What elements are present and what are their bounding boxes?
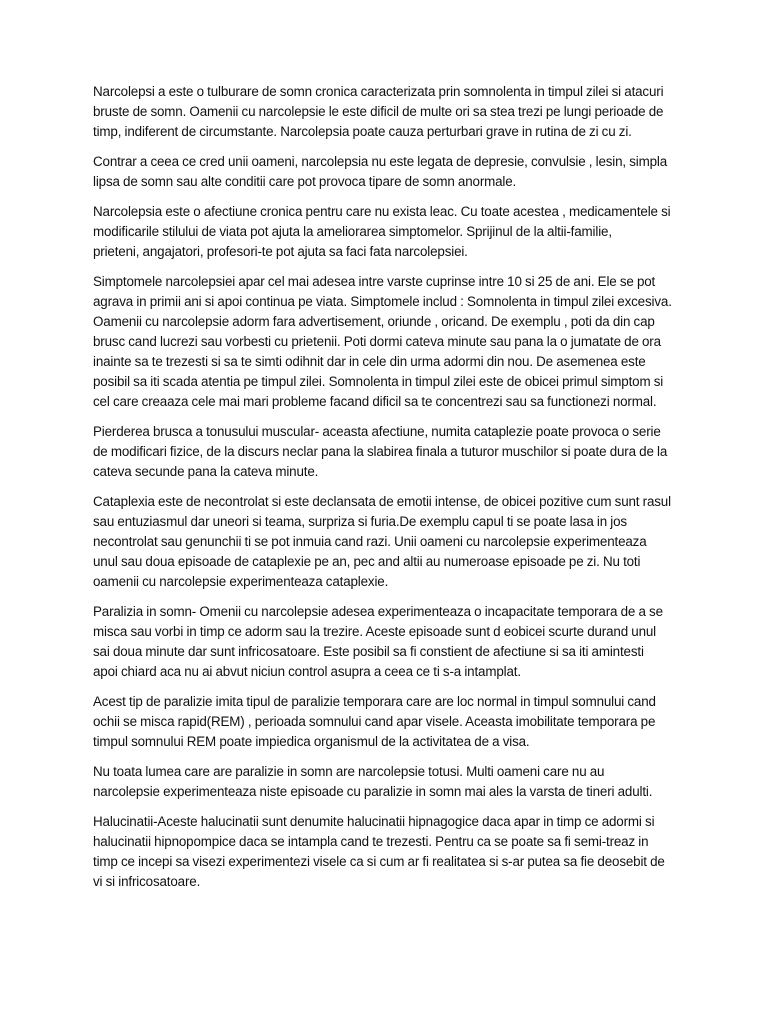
text-line: sai doua minute dar sunt infricosatoare. Este posibil sa fi constient de afectiune si sa iti amintesti (93, 644, 644, 659)
text-line: ochii se misca rapid(REM) , perioada somnului cand apar visele. Aceasta imobilitate temporara pe (93, 714, 656, 729)
paragraph-rem (93, 692, 681, 752)
paragraph-nu-toata-lumea (93, 762, 681, 802)
paragraph-simptome (93, 272, 681, 412)
text-line: timpul somnului REM poate impiedica organismul de la activitatea de a visa. (93, 734, 530, 749)
text-line: Paralizia in somn- Omenii cu narcolepsie adesea experimenteaza o incapacitate temporara de a se (93, 604, 663, 619)
text-line: oamenii cu narcolepsie experimenteaza cataplexie. (93, 574, 389, 589)
paragraph-paralizia (93, 602, 681, 682)
text-line: unul sau doua episoade de cataplexie pe an, pec and altii au numeroase episoade pe zi. Nu toti (93, 554, 641, 569)
text-line: brusc cand lucrezi sau vorbesti cu prietenii. Poti dormi cateva minute sau pana la o jumatate de ora (93, 334, 661, 349)
text-line: Cataplexia este de necontrolat si este declansata de emotii intense, de obicei pozitive cum sunt rasul (93, 494, 671, 509)
text-line: modificarile stilului de viata pot ajuta la ameliorarea simptomelor. Sprijinul de la altii-familie, (93, 224, 612, 239)
text-line: cateva secunde pana la cateva minute. (93, 464, 319, 479)
text-line: misca sau vorbi in timp ce adorm sau la trezire. Aceste episoade sunt d eobicei scurte durand unul (93, 624, 657, 639)
text-line: Oamenii cu narcolepsie adorm fara advertisement, oriunde , oricand. De exemplu , poti da din cap (93, 314, 655, 329)
text-line: agrava in primii ani si apoi continua pe viata. Simptomele includ : Somnolenta in timpul zilei excesiva. (93, 294, 672, 309)
text-line: lipsa de somn sau alte conditii care pot provoca tipare de somn anormale. (93, 174, 517, 189)
text-line: timp ce incepi sa visezi experimentezi visele ca si cum ar fi realitatea si s-ar putea sa fie deosebit de (93, 854, 665, 869)
paragraph-halucinatii (93, 812, 681, 892)
text-line: Contrar a ceea ce cred unii oameni, narcolepsia nu este legata de depresie, convulsie , lesin, simpla (93, 154, 668, 169)
paragraph-afectiune-cronica (93, 202, 681, 262)
text-line: narcolepsie experimenteaza niste episoade cu paralizie in somn mai ales la varsta de tineri adulti. (93, 784, 653, 799)
text-line: sau entuziasmul dar uneori si teama, surpriza si furia.De exemplu capul ti se poate lasa in jos (93, 514, 627, 529)
paragraph-tonus-muscular (93, 422, 681, 482)
paragraph-contrar (93, 152, 681, 192)
paragraph-cataplexia (93, 492, 681, 592)
text-line: prieteni, angajatori, profesori-te pot ajuta sa faci fata narcolepsiei. (93, 244, 468, 259)
text-line: Acest tip de paralizie imita tipul de paralizie temporara care are loc normal in timpul somnului cand (93, 694, 656, 709)
text-line: cel care creaaza cele mai mari probleme facand dificil sa te concentrezi sau sa functionezi normal. (93, 394, 657, 409)
text-line: Nu toata lumea care are paralizie in somn are narcolepsie totusi. Multi oameni care nu au (93, 764, 605, 779)
text-line: necontrolat sau genunchii ti se pot inmuia cand razi. Unii oameni cu narcolepsie experimenteaza (93, 534, 647, 549)
text-line: inainte sa te trezesti si sa te simti odihnit dar in cele din urma adormi din nou. De asemenea este (93, 354, 646, 369)
text-line: halucinatii hipnopompice daca se intampla cand te trezesti. Pentru ca se poate sa fi semi-treaz in (93, 834, 649, 849)
text-line: vi si infricosatoare. (93, 874, 201, 889)
text-line: bruste de somn. Oamenii cu narcolepsie le este dificil de multe ori sa stea trezi pe lungi perioade de (93, 104, 664, 119)
text-line: Narcolepsi a este o tulburare de somn cronica caracterizata prin somnolenta in timpul zilei si atacuri (93, 84, 664, 99)
text-line: Narcolepsia este o afectiune cronica pentru care nu exista leac. Cu toate acestea , medicamentele si (93, 204, 671, 219)
text-line: de modificari fizice, de la discurs neclar pana la slabirea finala a tuturor muschilor si poate dura de la (93, 444, 668, 459)
document-page (93, 82, 681, 902)
text-line: timp, indiferent de circumstante. Narcolepsia poate cauza perturbari grave in rutina de zi cu zi. (93, 124, 632, 139)
text-line: Simptomele narcolepsiei apar cel mai adesea intre varste cuprinse intre 10 si 25 de ani. Ele se pot (93, 274, 656, 289)
text-line: posibil sa iti scada atentia pe timpul zilei. Somnolenta in timpul zilei este de obicei primul simptom si (93, 374, 664, 389)
text-line: Halucinatii-Aceste halucinatii sunt denumite halucinatii hipnagogice daca apar in timp ce adormi si (93, 814, 655, 829)
paragraph-intro (93, 82, 681, 142)
text-line: Pierderea brusca a tonusului muscular- aceasta afectiune, numita cataplezie poate provoca o serie (93, 424, 661, 439)
text-line: apoi chiard aca nu ai abvut niciun control asupra a ceea ce ti s-a intamplat. (93, 664, 521, 679)
